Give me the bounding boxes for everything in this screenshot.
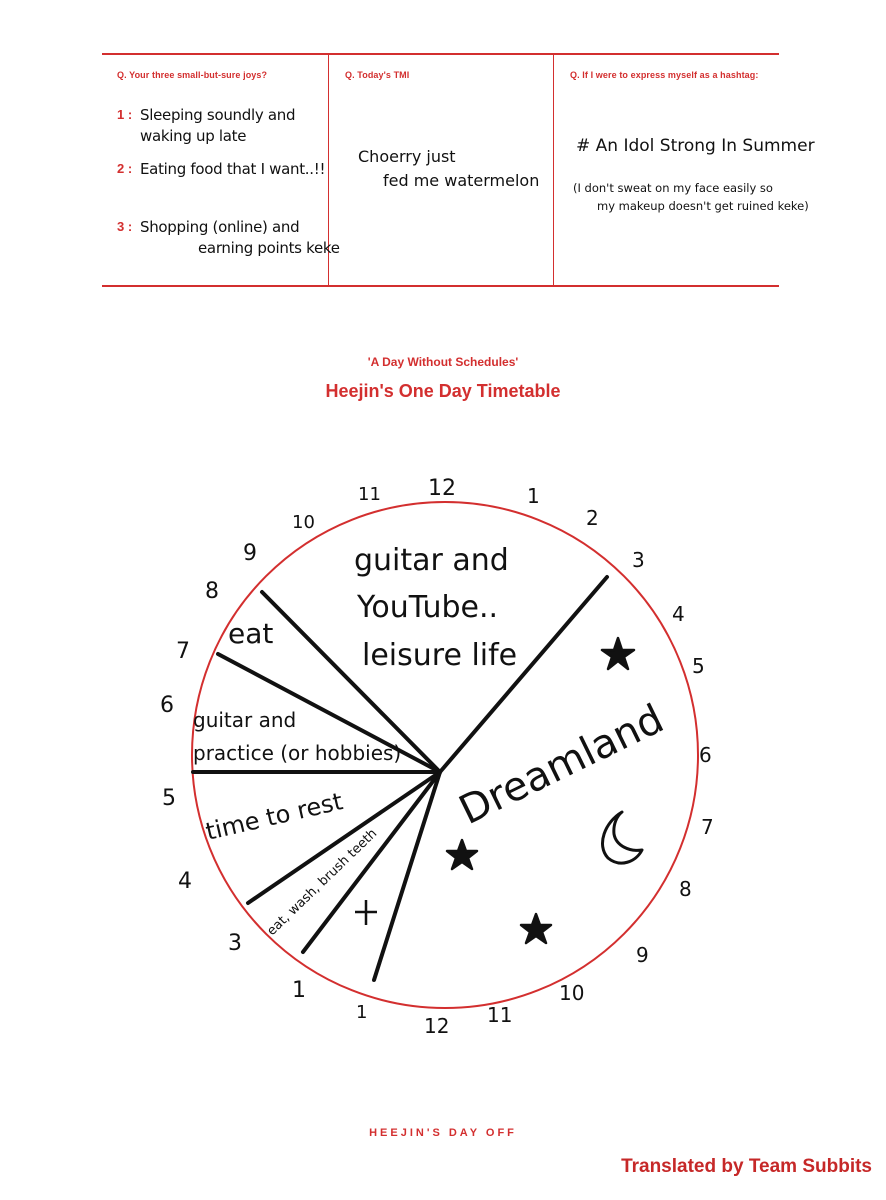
- star-icon: [602, 638, 634, 669]
- hashtag-note-line-2: my makeup doesn't get ruined keke): [597, 199, 809, 213]
- clock-number-left: 1: [292, 978, 306, 1003]
- clock-number-bottom-1: 1: [356, 1002, 368, 1023]
- cross-icon: [355, 900, 377, 925]
- question-tmi-title: Q. Today's TMI: [345, 70, 410, 80]
- clock-number-left: 5: [162, 786, 176, 811]
- clock-number-right: 5: [692, 654, 705, 678]
- clock-number-right: 9: [636, 943, 649, 967]
- question-hashtag-title: Q. If I were to express myself as a hashtag:: [570, 70, 759, 80]
- clock-number-right: 6: [699, 743, 712, 767]
- joy-3-line-1: Shopping (online) and: [140, 218, 300, 236]
- divider-1: [374, 772, 440, 980]
- timetable-subtitle: 'A Day Without Schedules': [367, 355, 519, 369]
- clock-number-left: 10: [292, 512, 315, 533]
- joy-2-line-1: Eating food that I want..!!: [140, 160, 326, 178]
- guitar-label-line-1: guitar and: [193, 708, 297, 732]
- clock-number-right: 12: [424, 1014, 450, 1038]
- leisure-label-line-3: leisure life: [362, 638, 518, 673]
- eat-label: eat: [228, 617, 274, 650]
- clock-number-left: 9: [243, 541, 257, 566]
- divider-4: [248, 772, 440, 903]
- hashtag-note-line-1: (I don't sweat on my face easily so: [573, 181, 773, 195]
- clock-number-left: 4: [178, 869, 192, 894]
- star-icon: [521, 914, 551, 943]
- dreamland-label: Dreamland: [452, 695, 671, 834]
- joy-1-line-2: waking up late: [140, 127, 247, 145]
- clock-number-right: 4: [672, 602, 685, 626]
- guitar-label-line-2: practice (or hobbies): [193, 741, 402, 765]
- clock-number-right: 8: [679, 877, 692, 901]
- question-joys-title: Q. Your three small-but-sure joys?: [117, 70, 268, 80]
- clock-number-left: 6: [160, 693, 174, 718]
- star-icon: [447, 840, 477, 869]
- joy-1-number: 1 :: [117, 107, 133, 122]
- leisure-label-line-1: guitar and: [354, 543, 509, 578]
- clock-number-left: 11: [358, 484, 381, 505]
- clock-number-left: 12: [428, 476, 456, 501]
- translation-credit: Translated by Team Subbits: [621, 1156, 872, 1177]
- rest-label: time to rest: [203, 787, 346, 846]
- joy-3-number: 3 :: [117, 219, 133, 234]
- clock-number-right: 1: [527, 484, 540, 508]
- tmi-line-2: fed me watermelon: [383, 171, 540, 190]
- clock-number-right: 11: [487, 1003, 513, 1027]
- tmi-line-1: Choerry just: [358, 147, 456, 166]
- joy-1-line-1: Sleeping soundly and: [140, 106, 296, 124]
- clock-number-left: 8: [205, 579, 219, 604]
- clock-number-right: 2: [586, 506, 599, 530]
- timetable-title: Heejin's One Day Timetable: [325, 381, 561, 401]
- joy-3-line-2: earning points keke: [198, 239, 340, 257]
- clock-number-left: 7: [176, 639, 190, 664]
- joy-2-number: 2 :: [117, 161, 133, 176]
- leisure-label-line-2: YouTube..: [357, 590, 499, 625]
- wash-label: eat, wash, brush teeth: [264, 826, 381, 939]
- clock-number-right: 10: [559, 981, 585, 1005]
- clock-number-left: 3: [228, 931, 242, 956]
- moon-icon: [603, 812, 642, 863]
- hashtag-answer: # An Idol Strong In Summer: [576, 136, 815, 156]
- clock-number-right: 7: [701, 815, 714, 839]
- footer-label: HEEJIN'S DAY OFF: [369, 1127, 517, 1139]
- clock-number-right: 3: [632, 548, 645, 572]
